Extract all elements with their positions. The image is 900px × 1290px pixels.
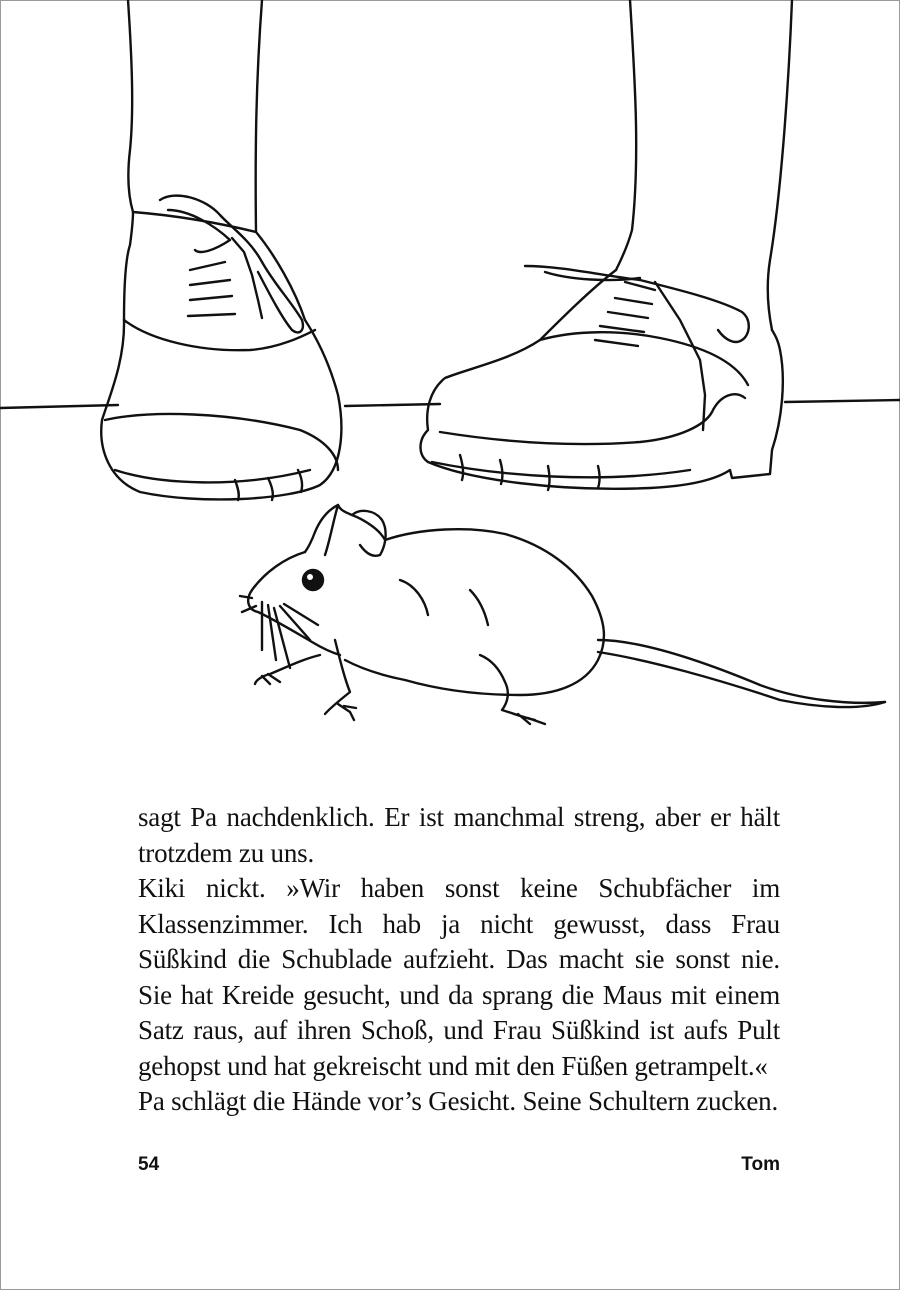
page-footer — [138, 1154, 780, 1184]
mouse — [240, 505, 885, 724]
page-number: 54 — [138, 1154, 160, 1175]
paragraph: sagt Pa nachdenklich. Er ist manchmal streng, aber er hält trotzdem zu uns. — [138, 802, 780, 868]
running-head: Tom — [741, 1154, 780, 1175]
right-shoe — [421, 0, 793, 490]
paragraph: Kiki nickt. »Wir haben sonst keine Schubfächer im Klassenzimmer. Ich hab ja nicht gewusst, dass Frau Süßkind die Schublade aufzieht. Das macht sie sonst nie. Sie hat Kreide gesucht, und da sprang die Maus mit einem Satz raus, auf ihren Schoß, und Frau Süßkind ist aufs Pult gehopst und hat gekreischt und mit den Füßen getrampelt.« — [138, 873, 780, 1081]
paragraph: Pa schlägt die Hände vor’s Gesicht. Seine Schultern zucken. — [138, 1086, 779, 1116]
body-text — [138, 800, 780, 1120]
floor-line — [0, 400, 900, 408]
left-shoe — [101, 0, 341, 500]
